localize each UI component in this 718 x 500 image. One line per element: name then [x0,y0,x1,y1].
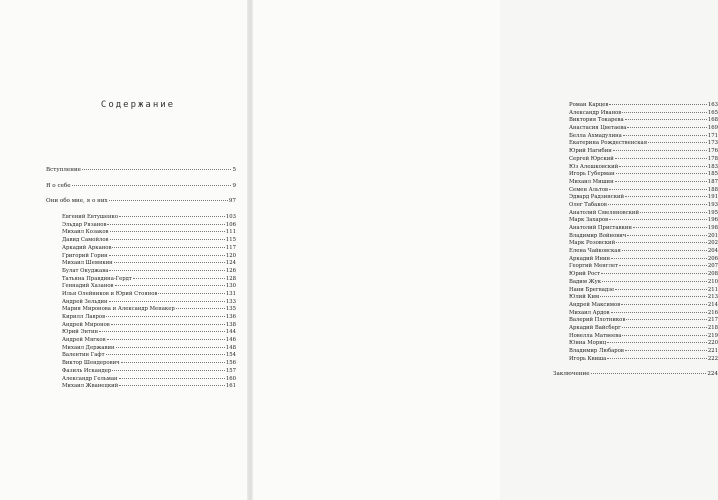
toc-entry [553,133,718,141]
toc-entry-page: 9 [232,182,236,189]
toc-entry-page: 106 [225,221,236,228]
toc-right-column [553,102,718,379]
toc-entry-label: Юрий Нагибин [569,148,612,155]
toc-entry-label: Юрий Энтин [62,329,99,336]
toc-entry-label: Сергей Юрский [569,155,614,162]
toc-entry-label: Михаил Мишин [569,178,614,185]
toc-entry-page: 117 [225,244,236,251]
toc-entry-label: Андрей Зельдин [62,298,108,305]
toc-leader-dots [119,377,225,379]
toc-entry-page: 171 [707,132,718,139]
toc-entry-label: Булат Окуджава [62,267,109,274]
toc-leader-dots [119,384,225,386]
toc-entry-label: Александр Гельман [62,375,118,382]
toc-entry-page: 168 [707,117,718,124]
toc-entry [553,217,718,225]
toc-leader-dots [621,303,707,305]
toc-entry [46,283,236,291]
toc-entry-label: Олег Табаков [569,201,607,208]
toc-entry-label: Роман Карцев [569,102,609,108]
toc-entry [553,294,718,302]
toc-leader-dots [591,372,707,374]
toc-entry [553,102,718,110]
toc-entry-label: Игорь Квиша [569,355,607,362]
toc-entry-label: Юнна Мориц [569,340,607,347]
toc-leader-dots [627,234,707,236]
toc-entry [553,148,718,156]
toc-entry-page: 224 [707,371,718,378]
toc-entry-page: 97 [228,198,236,205]
toc-entry-label: Белла Ахмадулина [569,132,622,139]
toc-leader-dots [109,254,225,256]
toc-entry-page: 133 [225,298,236,305]
toc-entry [553,371,718,379]
toc-leader-dots [619,165,707,167]
toc-entry-page: 165 [707,109,718,116]
toc-entry [553,279,718,287]
toc-entry-label: Георгий Менглет [569,263,619,270]
toc-entry-label: Анатолий Приставкин [569,225,632,231]
toc-entry-label: Михаил Шемякин [62,260,113,267]
right-page [250,0,718,500]
toc-entry-page: 169 [707,125,718,132]
toc-entry [46,376,236,384]
toc-entry-page: 221 [707,348,718,354]
toc-entry-label: Новелла Матвеева [569,332,622,339]
toc-entry [46,167,236,175]
toc-entry-label: Кирилл Лавров [62,314,106,320]
contents-title: Содержание [100,100,176,110]
toc-leader-dots [615,180,707,182]
toc-leader-dots [619,264,707,266]
toc-entry-label: Марк Розовский [569,240,616,247]
toc-entry-page: 204 [707,248,718,255]
toc-entry [46,352,236,360]
toc-entry-label: Игорь Губерман [569,171,615,178]
toc-entry-page: 218 [707,324,718,331]
toc-leader-dots [622,326,707,328]
toc-entry-page: 130 [225,283,236,290]
toc-leader-dots [625,118,707,120]
toc-leader-dots [121,361,225,363]
toc-entry [46,237,236,245]
toc-entry [553,317,718,325]
toc-entry-page: 131 [225,290,236,297]
toc-entry-page: 138 [225,321,236,328]
toc-entry [46,214,236,222]
toc-entry-page: 202 [707,240,718,247]
toc-entry [553,202,718,210]
toc-entry-label: Нани Брегвадзе [569,286,615,293]
toc-entry [46,276,236,284]
toc-entry [553,271,718,279]
toc-entry-label: Мария Миронова и Александр Менакер [62,306,175,313]
toc-entry-label: Евгений Евтушенко [62,214,119,221]
toc-leader-dots [633,226,707,228]
toc-entry-label: Александр Иванов [569,109,622,116]
toc-entry [46,253,236,261]
toc-entry-page: 5 [232,167,236,173]
toc-entry-label: Валерий Плотников [569,317,626,324]
toc-entry-label: Юрий Рост [569,271,601,278]
toc-entry-page: 196 [707,217,718,224]
toc-leader-dots [607,341,707,343]
toc-entry [46,329,236,337]
toc-entry-page: 136 [225,314,236,320]
toc-entry-label: Михаил Жванецкий [62,383,119,390]
toc-entry [553,210,718,218]
toc-entry [553,287,718,295]
toc-entry-page: 195 [707,209,718,216]
toc-entry [46,245,236,253]
toc-entry-page: 187 [707,178,718,185]
toc-entry-label: Андрей Максимов [569,301,621,308]
toc-entry-page: 210 [707,278,718,285]
toc-entry-page: 220 [707,340,718,347]
toc-entry-page: 185 [707,171,718,178]
toc-leader-dots [648,141,707,143]
toc-leader-dots [601,272,707,274]
toc-entry-page: 219 [707,332,718,339]
toc-left-column [46,167,236,391]
left-page [0,0,250,500]
toc-leader-dots [115,284,225,286]
toc-leader-dots [609,103,706,105]
toc-entry-label: Валентин Гафт [62,352,105,359]
toc-entry-page: 178 [707,155,718,162]
toc-leader-dots [107,338,225,340]
toc-entry [553,117,718,125]
toc-leader-dots [111,323,225,325]
toc-leader-dots [600,295,707,297]
toc-entry-label: Владимир Войнович [569,232,627,239]
toc-entry [553,333,718,341]
toc-entry [46,360,236,368]
toc-entry-label: Аркадий Арканов [62,244,112,251]
toc-entry-label: Владимир Любаров [569,348,624,354]
toc-leader-dots [615,288,707,290]
toc-entry-page: 214 [707,301,718,308]
toc-leader-dots [99,330,225,332]
toc-entry-page: 144 [225,329,236,336]
toc-entry-page: 128 [225,275,236,282]
toc-leader-dots [623,134,707,136]
toc-leader-dots [609,218,707,220]
toc-entry [553,171,718,179]
toc-entry-page: 135 [225,306,236,313]
toc-entry-label: Они обо мне, я о них [46,198,108,205]
toc-entry [553,256,718,264]
toc-entry-label: Аркадий Инин [569,255,611,262]
toc-entry [553,233,718,241]
toc-entry [553,302,718,310]
toc-entry-label: Вадим Жук [569,278,602,285]
toc-leader-dots [106,353,225,355]
toc-entry-label: Екатерина Рождественская [569,140,648,147]
toc-leader-dots [158,292,224,294]
toc-entry [553,225,718,233]
toc-entry [46,291,236,299]
toc-leader-dots [627,126,706,128]
toc-entry-label: Андрей Миронов [62,321,110,328]
toc-entry [553,156,718,164]
toc-spacer [46,206,236,214]
toc-entry-label: Семен Альтов [569,186,609,193]
toc-entry-page: 216 [707,309,718,316]
toc-leader-dots [608,203,707,205]
toc-entry-page: 156 [225,360,236,367]
toc-leader-dots [106,315,225,317]
toc-leader-dots [613,149,707,151]
toc-entry [553,110,718,118]
toc-entry-page: 198 [707,225,718,231]
toc-entry-label: Андрей Мягков [62,337,106,344]
toc-leader-dots [622,334,706,336]
toc-entry-page: 183 [707,163,718,170]
toc-entry [46,268,236,276]
toc-entry-label: Виктория Токарева [569,117,624,124]
toc-entry-page: 154 [225,352,236,359]
toc-entry-page: 193 [707,201,718,208]
toc-entry-page: 222 [707,355,718,362]
toc-entry-label: Виктор Шендерович [62,360,120,367]
toc-entry-page: 146 [225,337,236,344]
toc-entry-label: Эдвард Радзинский [569,194,625,201]
toc-entry-page: 188 [707,186,718,193]
toc-entry-page: 124 [225,260,236,267]
toc-entry-label: Я о себе [46,182,71,189]
toc-entry [553,356,718,364]
toc-entry-page: 115 [225,237,236,244]
toc-entry [553,248,718,256]
toc-entry [553,194,718,202]
toc-leader-dots [609,188,707,190]
toc-entry-label: Вступление [46,167,81,173]
toc-entry-page: 213 [707,294,718,301]
toc-entry [553,310,718,318]
toc-entry [46,314,236,322]
toc-leader-dots [82,168,231,170]
toc-entry-label: Эльдар Рязанов [62,221,107,228]
toc-entry-page: 207 [707,263,718,270]
toc-leader-dots [640,211,707,213]
toc-leader-dots [607,357,707,359]
toc-entry [46,322,236,330]
toc-entry-page: 176 [707,148,718,155]
toc-entry [553,340,718,348]
toc-entry-label: Михаил Ардов [569,309,610,316]
toc-entry [553,348,718,356]
toc-entry [46,306,236,314]
toc-entry-label: Марк Захаров [569,217,609,224]
toc-entry-page: 148 [225,344,236,351]
toc-leader-dots [107,223,224,225]
toc-entry [553,263,718,271]
toc-leader-dots [133,277,225,279]
toc-leader-dots [625,195,707,197]
toc-leader-dots [110,238,225,240]
toc-entry-label: Фазиль Искандер [62,367,112,374]
toc-entry-label: Татьяна Правдина-Гердт [62,275,132,282]
toc-entry-label: Анастасия Цветаева [569,125,627,132]
toc-spacer [46,175,236,183]
toc-entry [553,140,718,148]
toc-entry [46,383,236,391]
toc-leader-dots [615,157,707,159]
toc-spacer [553,363,718,371]
toc-entry [46,260,236,268]
toc-entry [46,368,236,376]
toc-leader-dots [602,280,707,282]
toc-entry-label: Аркадий Вайсберг [569,324,621,331]
toc-entry [46,299,236,307]
toc-leader-dots [622,111,707,113]
toc-entry-page: 208 [707,271,718,278]
toc-entry [46,198,236,206]
toc-leader-dots [114,261,225,263]
toc-entry-label: Давид Самойлов [62,237,109,244]
toc-entry-page: 173 [707,140,718,147]
toc-entry-page: 217 [707,317,718,324]
toc-entry-label: Михаил Державин [62,344,115,351]
toc-entry [553,125,718,133]
toc-leader-dots [110,230,225,232]
book-gutter [247,0,253,500]
toc-entry-page: 211 [707,286,718,293]
toc-entry-page: 120 [225,252,236,259]
toc-leader-dots [611,311,707,313]
toc-entry-page: 191 [707,194,718,201]
toc-entry [46,337,236,345]
toc-leader-dots [109,199,228,201]
toc-entry-page: 161 [225,383,236,390]
toc-entry [46,222,236,230]
toc-entry-label: Юз Алешковский [569,163,619,170]
toc-entry-page: 111 [225,229,236,236]
toc-entry-label: Елена Чайковская [569,248,621,255]
toc-leader-dots [119,215,225,217]
toc-entry [553,240,718,248]
toc-entry-page: 126 [225,267,236,274]
toc-entry-page: 160 [225,375,236,382]
toc-entry [46,183,236,191]
toc-entry [553,179,718,187]
toc-leader-dots [611,257,707,259]
toc-leader-dots [616,241,707,243]
toc-entry-label: Анатолий Смеляновский [569,209,639,216]
toc-entry-label: Михаил Козаков [62,229,109,236]
toc-leader-dots [109,269,225,271]
toc-entry-page: 103 [225,214,236,221]
toc-entry-page: 201 [707,232,718,239]
toc-entry-page: 163 [707,102,718,108]
toc-entry-label: Григорий Горин [62,252,108,259]
toc-leader-dots [112,246,224,248]
toc-entry [553,187,718,195]
toc-leader-dots [72,184,232,186]
toc-entry [553,325,718,333]
toc-entry-label: Илья Олейников и Юрий Стоянов [62,290,158,297]
toc-leader-dots [626,318,707,320]
toc-leader-dots [625,349,707,351]
toc-leader-dots [112,369,225,371]
toc-entry-page: 157 [225,367,236,374]
toc-entry-label: Заключение [553,371,590,378]
toc-leader-dots [176,307,225,309]
toc-entry-label: Геннадий Хазанов [62,283,114,290]
toc-leader-dots [116,346,225,348]
toc-entry [46,229,236,237]
toc-leader-dots [109,300,225,302]
toc-leader-dots [622,249,707,251]
toc-entry-label: Юлий Ким [569,294,600,301]
toc-leader-dots [616,172,707,174]
toc-entry-page: 206 [707,255,718,262]
